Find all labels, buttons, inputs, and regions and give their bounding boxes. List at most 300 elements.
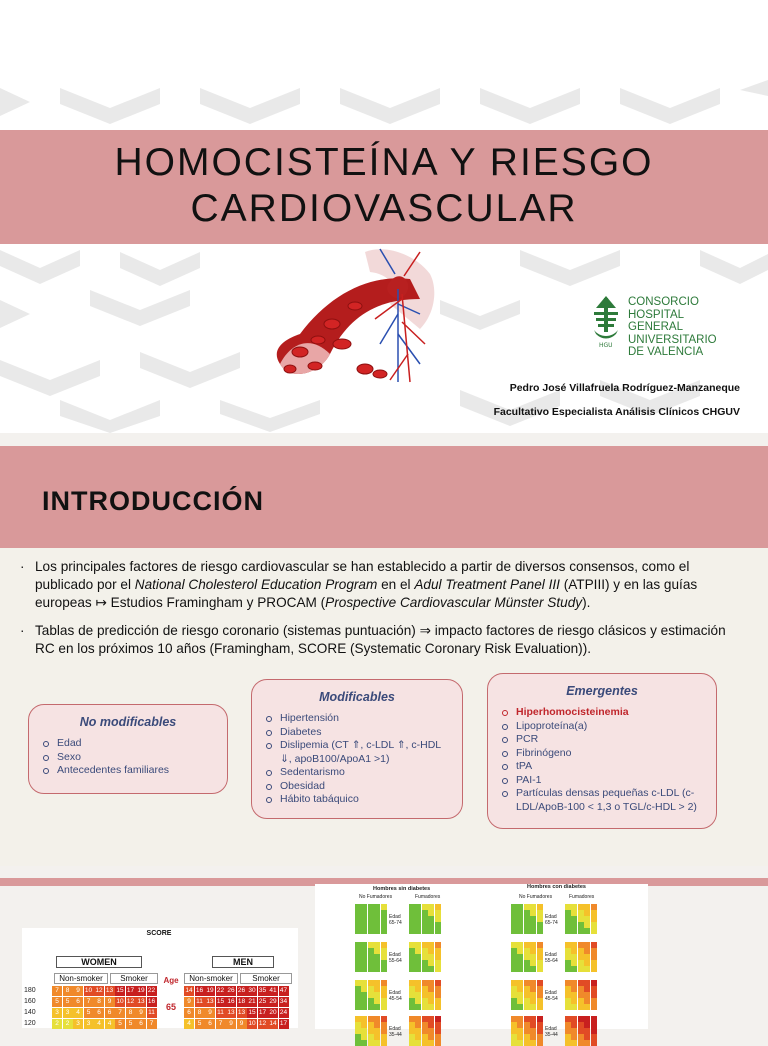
men-non-smoker-label: Non-smoker xyxy=(184,973,238,984)
emergentes-box xyxy=(487,673,717,829)
risk-cell xyxy=(591,1016,597,1022)
risk-cell xyxy=(381,1034,387,1040)
intro-title: INTRODUCCIÓN xyxy=(42,486,264,516)
risk-cell xyxy=(571,1040,577,1046)
risk-cell xyxy=(571,948,577,954)
risk-cell xyxy=(584,928,590,934)
risk-cell xyxy=(591,904,597,910)
risk-cell xyxy=(374,1028,380,1034)
risk-cell xyxy=(571,928,577,934)
framingham-tables-panel xyxy=(315,884,648,1038)
risk-cell xyxy=(381,1040,387,1046)
score-cell: 9 xyxy=(105,997,115,1007)
risk-cell xyxy=(571,992,577,998)
risk-cell xyxy=(415,910,421,916)
risk-cell xyxy=(517,916,523,922)
list-item-highlighted: Hiperhomocisteinemia xyxy=(502,706,708,720)
risk-cell xyxy=(530,928,536,934)
score-cell: 7 xyxy=(84,997,94,1007)
bullet-risk-tables: · Tablas de predicción de riesgo coronario (sistemas puntuación) ⇒ impacto factores de riesgo clásicos y estimación RC en los próximos 10 años (Framingham, SCORE (Systematic Coronary Risk Evaluation)). xyxy=(20,623,726,656)
score-cell: 3 xyxy=(84,1019,94,1029)
score-cell: 6 xyxy=(184,1008,194,1018)
risk-cell xyxy=(584,998,590,1004)
score-cell: 17 xyxy=(279,1020,288,1027)
risk-cell xyxy=(591,960,597,966)
risk-cell xyxy=(524,954,530,960)
risk-cell xyxy=(374,922,380,928)
risk-cell xyxy=(435,966,441,972)
risk-cell xyxy=(435,910,441,916)
risk-cell xyxy=(591,998,597,1004)
risk-cell xyxy=(537,942,543,948)
risk-cell xyxy=(530,922,536,928)
risk-cell xyxy=(435,986,441,992)
risk-cell xyxy=(517,992,523,998)
risk-cell xyxy=(409,1034,415,1040)
score-chart-panel xyxy=(22,928,298,1028)
risk-cell xyxy=(415,904,421,910)
score-cell: 14 xyxy=(185,987,193,994)
risk-cell xyxy=(578,992,584,998)
age-group-label: Edad 65-74 xyxy=(545,914,558,926)
risk-cell xyxy=(578,998,584,1004)
bullet-consensus: · Los principales factores de riesgo cardiovascular se han establecido a partir de diversos consensos, como el publicado por el National Cholesterol Education Program en el Adul Treatment Panel III (ATPIII) y en las guías europeas ↦ Estudios Framingham y PROCAM (Prospective Cardiovascular Münster Study). xyxy=(20,559,698,610)
risk-cell xyxy=(361,948,367,954)
risk-cell xyxy=(435,1004,441,1010)
score-cell: 3 xyxy=(52,1008,62,1018)
risk-cell xyxy=(517,942,523,948)
risk-cell xyxy=(591,910,597,916)
risk-cell xyxy=(409,1028,415,1034)
risk-cell xyxy=(584,986,590,992)
score-cell: 3 xyxy=(63,1008,73,1018)
score-cell: 5 xyxy=(63,997,73,1007)
risk-cell xyxy=(591,948,597,954)
risk-cell xyxy=(578,960,584,966)
risk-cell xyxy=(578,980,584,986)
risk-cell xyxy=(374,960,380,966)
risk-cell xyxy=(361,910,367,916)
risk-cell xyxy=(368,1004,374,1010)
risk-cell xyxy=(381,1016,387,1022)
risk-cell xyxy=(368,1034,374,1040)
list-item: Dislipemia (CT ⇑, c-LDL ⇑, c-HDL ⇓, apoB100/ApoA1 >1) xyxy=(266,739,454,766)
risk-cell xyxy=(381,1004,387,1010)
left-fumadores: Fumadores xyxy=(415,894,441,900)
risk-cell xyxy=(415,986,421,992)
risk-cell xyxy=(355,1028,361,1034)
women-label: WOMEN xyxy=(56,956,142,968)
risk-cell xyxy=(368,1022,374,1028)
risk-cell xyxy=(537,1028,543,1034)
score-cell: 4 xyxy=(73,1008,83,1018)
risk-cell xyxy=(537,1004,543,1010)
risk-cell xyxy=(381,1028,387,1034)
risk-cell xyxy=(591,1040,597,1046)
risk-cell xyxy=(524,960,530,966)
risk-cell xyxy=(591,1022,597,1028)
risk-cell xyxy=(537,928,543,934)
risk-cell xyxy=(381,916,387,922)
men-label: MEN xyxy=(212,956,274,968)
no-modificables-box xyxy=(28,704,228,794)
risk-cell xyxy=(428,1022,434,1028)
risk-cell xyxy=(578,1040,584,1046)
risk-cell xyxy=(361,1040,367,1046)
risk-cell xyxy=(511,960,517,966)
risk-cell xyxy=(517,1004,523,1010)
risk-cell xyxy=(374,1016,380,1022)
risk-cell xyxy=(435,904,441,910)
hospital-name: CONSORCIO HOSPITAL GENERAL UNIVERSITARIO DE VALENCIA xyxy=(628,296,717,358)
score-cell: 5 xyxy=(115,1019,125,1029)
risk-cell xyxy=(591,1034,597,1040)
risk-cell xyxy=(368,1040,374,1046)
score-cell: 13 xyxy=(237,1009,246,1016)
svg-text:HGU: HGU xyxy=(599,342,613,349)
risk-cell xyxy=(428,916,434,922)
risk-cell xyxy=(584,948,590,954)
risk-cell xyxy=(374,980,380,986)
risk-cell xyxy=(374,928,380,934)
risk-cell xyxy=(524,998,530,1004)
risk-cell xyxy=(381,942,387,948)
men-smoker-label: Smoker xyxy=(240,973,292,984)
risk-cell xyxy=(530,904,536,910)
risk-cell xyxy=(591,1004,597,1010)
risk-cell xyxy=(530,986,536,992)
risk-cell xyxy=(578,922,584,928)
risk-cell xyxy=(422,1040,428,1046)
score-cell: 9 xyxy=(226,1019,236,1029)
risk-cell xyxy=(511,922,517,928)
risk-cell xyxy=(565,1022,571,1028)
risk-cell xyxy=(511,980,517,986)
author-role: Facultativo Especialista Análisis Clínicos CHGUV xyxy=(493,406,740,418)
risk-cell xyxy=(578,904,584,910)
risk-cell xyxy=(361,1004,367,1010)
score-cell: 8 xyxy=(126,1008,136,1018)
age-value: 65 xyxy=(165,1002,176,1012)
risk-cell xyxy=(530,954,536,960)
bp-row-label: 160 xyxy=(24,998,36,1005)
risk-cell xyxy=(435,980,441,986)
score-cell: 11 xyxy=(217,1009,224,1016)
modificables-title: Modificables xyxy=(319,690,395,704)
risk-cell xyxy=(578,916,584,922)
score-cell: 8 xyxy=(195,1008,205,1018)
risk-cell xyxy=(381,960,387,966)
age-group-label: Edad 55-64 xyxy=(545,952,558,964)
risk-cell xyxy=(524,922,530,928)
score-cell: 5 xyxy=(195,1019,205,1029)
risk-cell xyxy=(571,1022,577,1028)
risk-cell xyxy=(368,928,374,934)
risk-cell xyxy=(361,998,367,1004)
risk-cell xyxy=(524,966,530,972)
risk-cell xyxy=(415,922,421,928)
risk-cell xyxy=(517,1028,523,1034)
title-line-2: CARDIOVASCULAR xyxy=(190,187,578,230)
risk-cell xyxy=(435,960,441,966)
risk-cell xyxy=(428,1040,434,1046)
score-cell: 34 xyxy=(279,998,288,1005)
risk-cell xyxy=(374,1022,380,1028)
risk-cell xyxy=(517,1016,523,1022)
risk-cell xyxy=(374,910,380,916)
risk-cell xyxy=(435,948,441,954)
risk-cell xyxy=(428,1004,434,1010)
risk-cell xyxy=(517,980,523,986)
risk-cell xyxy=(355,942,361,948)
risk-cell xyxy=(524,928,530,934)
risk-cell xyxy=(368,986,374,992)
risk-cell xyxy=(409,1004,415,1010)
risk-cell xyxy=(511,910,517,916)
score-cell: 13 xyxy=(137,998,145,1005)
risk-cell xyxy=(361,992,367,998)
risk-cell xyxy=(435,1016,441,1022)
women-smoker-label: Smoker xyxy=(110,973,158,984)
age-group-label: Edad 35-44 xyxy=(545,1026,558,1038)
risk-cell xyxy=(517,960,523,966)
risk-cell xyxy=(428,910,434,916)
score-cell: 12 xyxy=(95,987,103,994)
score-cell: 2 xyxy=(52,1019,62,1029)
risk-cell xyxy=(422,1034,428,1040)
risk-cell xyxy=(565,960,571,966)
risk-cell xyxy=(409,986,415,992)
risk-cell xyxy=(435,916,441,922)
risk-cell xyxy=(409,942,415,948)
score-cell: 15 xyxy=(116,987,124,994)
risk-cell xyxy=(571,998,577,1004)
introduction-slide xyxy=(0,446,768,866)
risk-cell xyxy=(530,1040,536,1046)
age-group-label: Edad 45-54 xyxy=(545,990,558,1002)
score-cell: 11 xyxy=(196,998,203,1005)
risk-cell xyxy=(537,1034,543,1040)
risk-cell xyxy=(355,928,361,934)
risk-cell xyxy=(584,916,590,922)
risk-cell xyxy=(537,980,543,986)
risk-cell xyxy=(565,1004,571,1010)
risk-cell xyxy=(591,966,597,972)
risk-cell xyxy=(422,986,428,992)
risk-cell xyxy=(381,986,387,992)
score-cell: 13 xyxy=(206,998,214,1005)
risk-cell xyxy=(355,954,361,960)
risk-cell xyxy=(584,910,590,916)
score-cell: 8 xyxy=(94,997,104,1007)
risk-cell xyxy=(571,910,577,916)
score-cell: 14 xyxy=(269,1020,277,1027)
risk-cell xyxy=(584,1022,590,1028)
women-non-smoker-label: Non-smoker xyxy=(54,973,108,984)
risk-cell xyxy=(524,1040,530,1046)
risk-cell xyxy=(565,954,571,960)
risk-cell xyxy=(578,954,584,960)
risk-cell xyxy=(565,992,571,998)
risk-cell xyxy=(415,1004,421,1010)
score-cell: 6 xyxy=(136,1019,146,1029)
score-cell: 17 xyxy=(126,987,135,994)
risk-cell xyxy=(355,1034,361,1040)
risk-cell xyxy=(428,998,434,1004)
risk-cell xyxy=(415,1016,421,1022)
risk-cell xyxy=(435,992,441,998)
age-label: Age xyxy=(163,976,179,985)
risk-cell xyxy=(537,910,543,916)
risk-cell xyxy=(537,986,543,992)
author-name: Pedro José Villafruela Rodríguez-Manzaneque xyxy=(509,382,740,394)
risk-cell xyxy=(511,998,517,1004)
bp-row-label: 140 xyxy=(24,1009,36,1016)
risk-cell xyxy=(368,942,374,948)
risk-cell xyxy=(524,916,530,922)
score-cell: 11 xyxy=(148,1009,155,1016)
title-slide xyxy=(0,0,768,433)
risk-cell xyxy=(584,942,590,948)
risk-cell xyxy=(537,1040,543,1046)
risk-cell xyxy=(374,992,380,998)
list-item: Partículas densas pequeñas c-LDL (c-LDL/ApoB-100 < 1,3 o TGL/c-HDL > 2) xyxy=(502,787,708,814)
risk-cell xyxy=(415,942,421,948)
score-cell: 3 xyxy=(73,1019,83,1029)
right-no-fumadores: No Fumadores xyxy=(519,894,553,900)
risk-cell xyxy=(422,998,428,1004)
risk-cell xyxy=(591,992,597,998)
score-cell: 30 xyxy=(248,987,256,994)
risk-cell xyxy=(361,904,367,910)
score-cell: 8 xyxy=(63,986,73,996)
risk-cell xyxy=(415,948,421,954)
risk-cell xyxy=(537,954,543,960)
list-item: PAI-1 xyxy=(502,774,708,788)
risk-cell xyxy=(524,942,530,948)
risk-cell xyxy=(530,916,536,922)
risk-cell xyxy=(409,960,415,966)
risk-cell xyxy=(355,1022,361,1028)
risk-cell xyxy=(409,992,415,998)
risk-cell xyxy=(415,928,421,934)
risk-cell xyxy=(517,904,523,910)
risk-cell xyxy=(511,928,517,934)
list-item: Lipoproteína(a) xyxy=(502,720,708,734)
risk-cell xyxy=(517,986,523,992)
risk-cell xyxy=(571,966,577,972)
risk-cell xyxy=(422,942,428,948)
risk-cell xyxy=(524,1028,530,1034)
risk-cell xyxy=(524,904,530,910)
risk-cell xyxy=(511,942,517,948)
score-cell: 6 xyxy=(94,1008,104,1018)
risk-cell xyxy=(374,916,380,922)
risk-cell xyxy=(511,916,517,922)
risk-cell xyxy=(374,1004,380,1010)
modificables-box xyxy=(251,679,463,819)
score-cell: 7 xyxy=(147,1019,157,1029)
risk-cell xyxy=(415,1022,421,1028)
slide-title xyxy=(0,140,768,232)
score-cell: 25 xyxy=(258,998,267,1005)
risk-cell xyxy=(422,910,428,916)
list-item: tPA xyxy=(502,760,708,774)
risk-cell xyxy=(537,948,543,954)
risk-cell xyxy=(368,992,374,998)
hospital-logo xyxy=(586,290,734,358)
risk-cell xyxy=(530,942,536,948)
risk-cell xyxy=(578,948,584,954)
risk-cell xyxy=(524,1022,530,1028)
risk-cell xyxy=(591,928,597,934)
risk-cell xyxy=(524,980,530,986)
risk-cell xyxy=(537,922,543,928)
blood-vessel-illustration xyxy=(270,244,442,382)
risk-cell xyxy=(578,1016,584,1022)
risk-cell xyxy=(584,1028,590,1034)
score-cell: 26 xyxy=(227,987,235,994)
risk-cell xyxy=(435,1022,441,1028)
risk-cell xyxy=(591,942,597,948)
risk-cell xyxy=(355,980,361,986)
risk-cell xyxy=(368,948,374,954)
score-cell: 13 xyxy=(227,1009,235,1016)
risk-cell xyxy=(511,986,517,992)
right-table-title: Hombres con diabetes xyxy=(527,884,586,890)
risk-cell xyxy=(517,998,523,1004)
list-item: Sexo xyxy=(43,751,219,765)
risk-cell xyxy=(415,998,421,1004)
risk-cell xyxy=(584,954,590,960)
risk-cell xyxy=(374,1034,380,1040)
risk-cell xyxy=(511,904,517,910)
risk-cell xyxy=(361,1028,367,1034)
risk-cell xyxy=(511,1028,517,1034)
intro-bullets xyxy=(20,558,742,668)
risk-cell xyxy=(361,942,367,948)
risk-cell xyxy=(415,1034,421,1040)
hospital-emblem-icon xyxy=(590,294,622,348)
risk-cell xyxy=(524,910,530,916)
score-cell: 9 xyxy=(205,1008,215,1018)
score-cell: 6 xyxy=(73,997,83,1007)
risk-cell xyxy=(435,1028,441,1034)
risk-cell xyxy=(511,1022,517,1028)
risk-cell xyxy=(422,928,428,934)
risk-cell xyxy=(428,992,434,998)
risk-cell xyxy=(578,1004,584,1010)
risk-cell xyxy=(422,966,428,972)
risk-cell xyxy=(422,922,428,928)
risk-cell xyxy=(584,904,590,910)
risk-cell xyxy=(355,948,361,954)
risk-cell xyxy=(578,910,584,916)
score-cell: 6 xyxy=(105,1008,115,1018)
risk-cell xyxy=(537,904,543,910)
risk-cell xyxy=(374,998,380,1004)
risk-cell xyxy=(584,992,590,998)
risk-cell xyxy=(374,942,380,948)
risk-cell xyxy=(565,1028,571,1034)
risk-cell xyxy=(511,992,517,998)
risk-cell xyxy=(409,1040,415,1046)
score-cell: 10 xyxy=(116,998,124,1005)
risk-cell xyxy=(368,910,374,916)
score-cell: 13 xyxy=(105,987,114,994)
list-item: Diabetes xyxy=(266,726,454,740)
score-cell: 4 xyxy=(184,1019,194,1029)
